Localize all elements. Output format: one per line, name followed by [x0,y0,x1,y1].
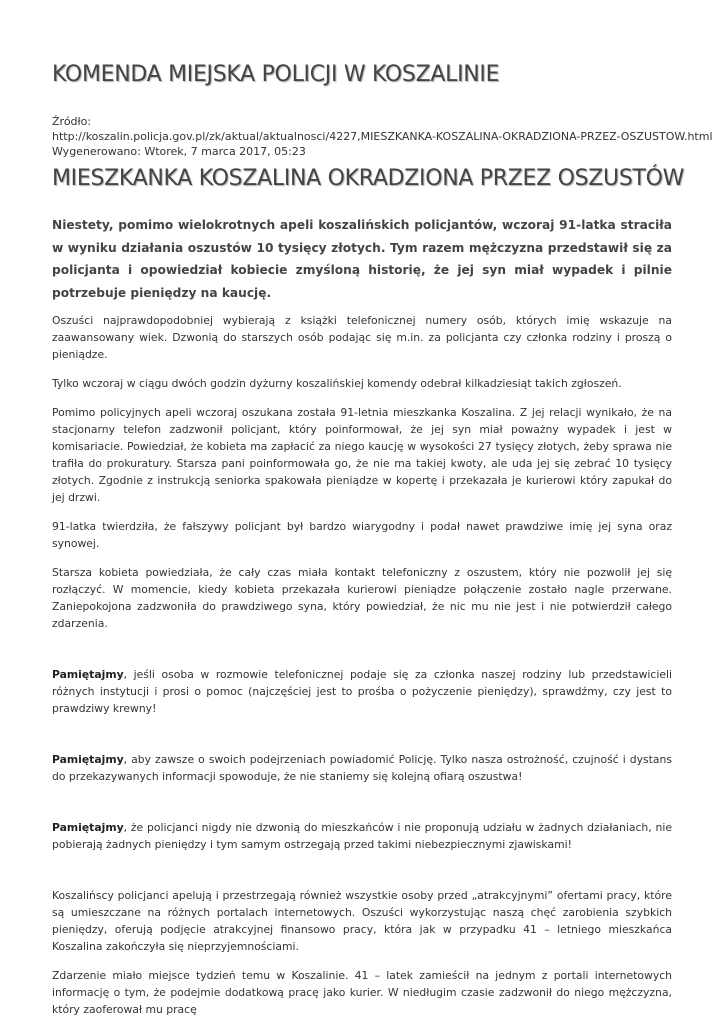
paragraph-4: 91-latka twierdziła, że fałszywy policjant był bardzo wiarygodny i podał nawet prawdziwe imię jej syna oraz synowej. [52,520,672,550]
paragraph-3: Pomimo policyjnych apeli wczoraj oszukana została 91-letnia mieszkanka Koszalina. Z jej relacji wynikało, że na stacjonarny telefon zadzwonił policjant, który poinformował, że jej syn miał poważny wypadek i jest w komisariacie. Powiedział, że kobieta ma zapłacić za niego kaucję w wysokości 27 tysięcy złotych, żeby sprawa nie trafiła do prokuratury. Starsza pani poinformowała go, że nie ma takiej kwoty, ale uda jej się zebrać 10 tysięcy złotych. Zgodnie z instrukcją seniorka spakowała pieniądze w kopertę i przekazała je kurierowi który zapukał do jej drzwi. [52,406,672,504]
document-meta [52,114,713,159]
paragraph-6: Koszalińscy policjanci apelują i przestrzegają również wszystkie osoby przed „atrakcyjnymi” ofertami pracy, które są umieszczane na różnych portalach internetowych. Oszuści wykorzystując naszą chęć zarobienia szybkich pieniędzy, oferują podjęcie atrakcyjnej finansowo pracy, która jak w przypadku 41 – letniego mieszkańca Koszalina zakończyła się nieprzyjemnościami. [52,889,672,953]
remember-text-3: , że policjanci nigdy nie dzwonią do mieszkańców i nie proponują udziału w żadnych działaniach, nie pobierają żadnych pieniędzy i tym samym ostrzegają przed takimi niebezpiecznymi zjawiskami! [52,821,672,851]
source-url: http://koszalin.policja.gov.pl/zk/aktual/aktualnosci/4227,MIESZKANKA-KOSZALINA-OKRADZIONA-PRZEZ-OSZUSTOW.html [52,130,713,143]
remember-paragraph-1 [52,666,672,717]
remember-word: Pamiętajmy [52,668,124,681]
remember-word: Pamiętajmy [52,821,124,834]
remember-text-2: , aby zawsze o swoich podejrzeniach powiadomić Policję. Tylko nasza ostrożność, czujność i dystans do przekazywanych informacji spowoduje, że nie staniemy się kolejną ofiarą oszustwa! [52,753,672,783]
paragraph-1: Oszuści najprawdopodobniej wybierają z książki telefonicznej numery osób, których imię wskazuje na zaawansowany wiek. Dzwonią do starszych osób podając się m.in. za policjanta czy członka rodziny i proszą o pieniądze. [52,314,672,361]
paragraph-7: Zdarzenie miało miejsce tydzień temu w Koszalinie. 41 – latek zamieścił na jednym z portali internetowych informację o tym, że podejmie dodatkową pracę jako kurier. W niedługim czasie zadzwonił do niego mężczyzna, który zaoferował mu pracę [52,969,672,1016]
paragraph-5: Starsza kobieta powiedziała, że cały czas miała kontakt telefoniczny z oszustem, który nie pozwolił jej się rozłączyć. W momencie, kiedy kobieta przekazała kurierowi pieniądze połączenie zostało nagle przerwane. Zaniepokojona zadzwoniła do prawdziwego syna, który powiedział, że nic mu nie jest i nie potwierdził całego zdarzenia. [52,566,672,630]
remember-text-1: , jeśli osoba w rozmowie telefonicznej podaje się za członka naszej rodziny lub przedstawicieli różnych instytucji i prosi o pomoc (najczęściej jest to prośba o pożyczenie pieniędzy), sprawdźmy, czy jest to prawdziwy krewny! [52,668,672,715]
article-body [52,312,672,1030]
paragraph-2: Tylko wczoraj w ciągu dwóch godzin dyżurny koszalińskiej komendy odebrał kilkadziesiąt takich zgłoszeń. [52,377,622,390]
remember-paragraph-3 [52,819,672,853]
generated-date: Wygenerowano: Wtorek, 7 marca 2017, 05:23 [52,145,306,158]
article-lead: Niestety, pomimo wielokrotnych apeli koszalińskich policjantów, wczoraj 91-latka straciła w wyniku działania oszustów 10 tysięcy złotych. Tym razem mężczyzna przedstawił się za policjanta i opowiedział kobiecie zmyśloną historię, że jej syn miał wypadek i pilnie potrzebuje pieniędzy na kaucję. [52,218,672,300]
remember-word: Pamiętajmy [52,753,124,766]
article-title: MIESZKANKA KOSZALINA OKRADZIONA PRZEZ OSZUSTÓW [52,166,685,191]
source-label: Źródło: [52,115,92,128]
site-title: KOMENDA MIEJSKA POLICJI W KOSZALINIE [52,62,500,87]
remember-paragraph-2 [52,751,672,785]
